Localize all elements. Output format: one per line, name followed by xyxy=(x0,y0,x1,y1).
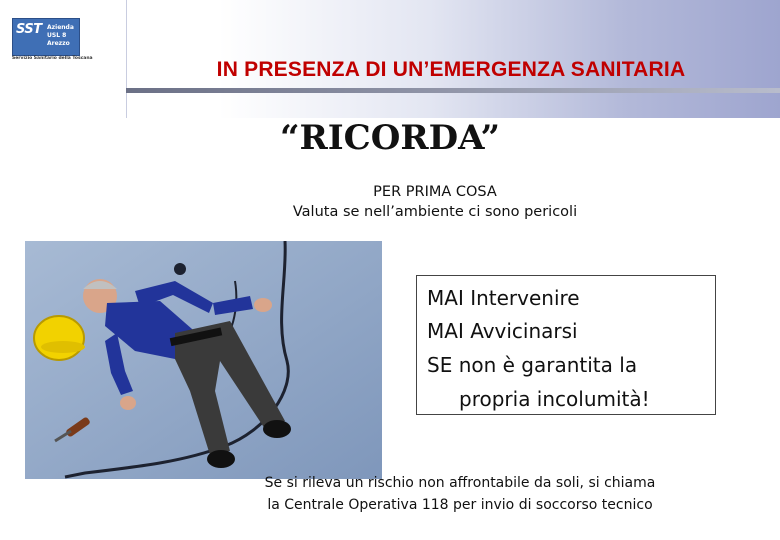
organization-logo xyxy=(12,18,93,62)
logo-subtitle: Servizio Sanitario della Toscana xyxy=(12,56,93,61)
footer-line-1: Se si rileva un rischio non affrontabile da soli, si chiama xyxy=(264,475,656,491)
warning-line-3: SE non è garantita la xyxy=(427,353,638,377)
intro-line-2: Valuta se nell’ambiente ci sono pericoli xyxy=(292,204,578,220)
hard-hat xyxy=(34,316,84,360)
title-underline xyxy=(126,88,780,93)
photo-illustration xyxy=(25,241,382,479)
warning-line-4: propria incolumità! xyxy=(459,387,650,411)
injured-worker-photo xyxy=(25,241,382,479)
footer-note xyxy=(180,472,740,516)
logo-line-3: Arezzo xyxy=(47,40,70,47)
logo-line-2: USL 8 xyxy=(47,32,67,39)
warning-box xyxy=(416,275,716,415)
headline: “RICORDA” xyxy=(279,118,501,158)
footer-line-2: la Centrale Operativa 118 per invio di soccorso tecnico xyxy=(267,497,653,513)
intro-text xyxy=(0,182,780,222)
logo-abbr: SST xyxy=(16,22,42,37)
page-title: IN PRESENZA DI UN’EMERGENZA SANITARIA xyxy=(216,58,686,81)
logo-badge xyxy=(12,18,80,56)
warning-line-2: MAI Avvicinarsi xyxy=(427,319,578,343)
logo-line-1: Azienda xyxy=(47,24,74,31)
warning-line-1: MAI Intervenire xyxy=(427,286,580,310)
intro-line-1: PER PRIMA COSA xyxy=(373,184,497,200)
